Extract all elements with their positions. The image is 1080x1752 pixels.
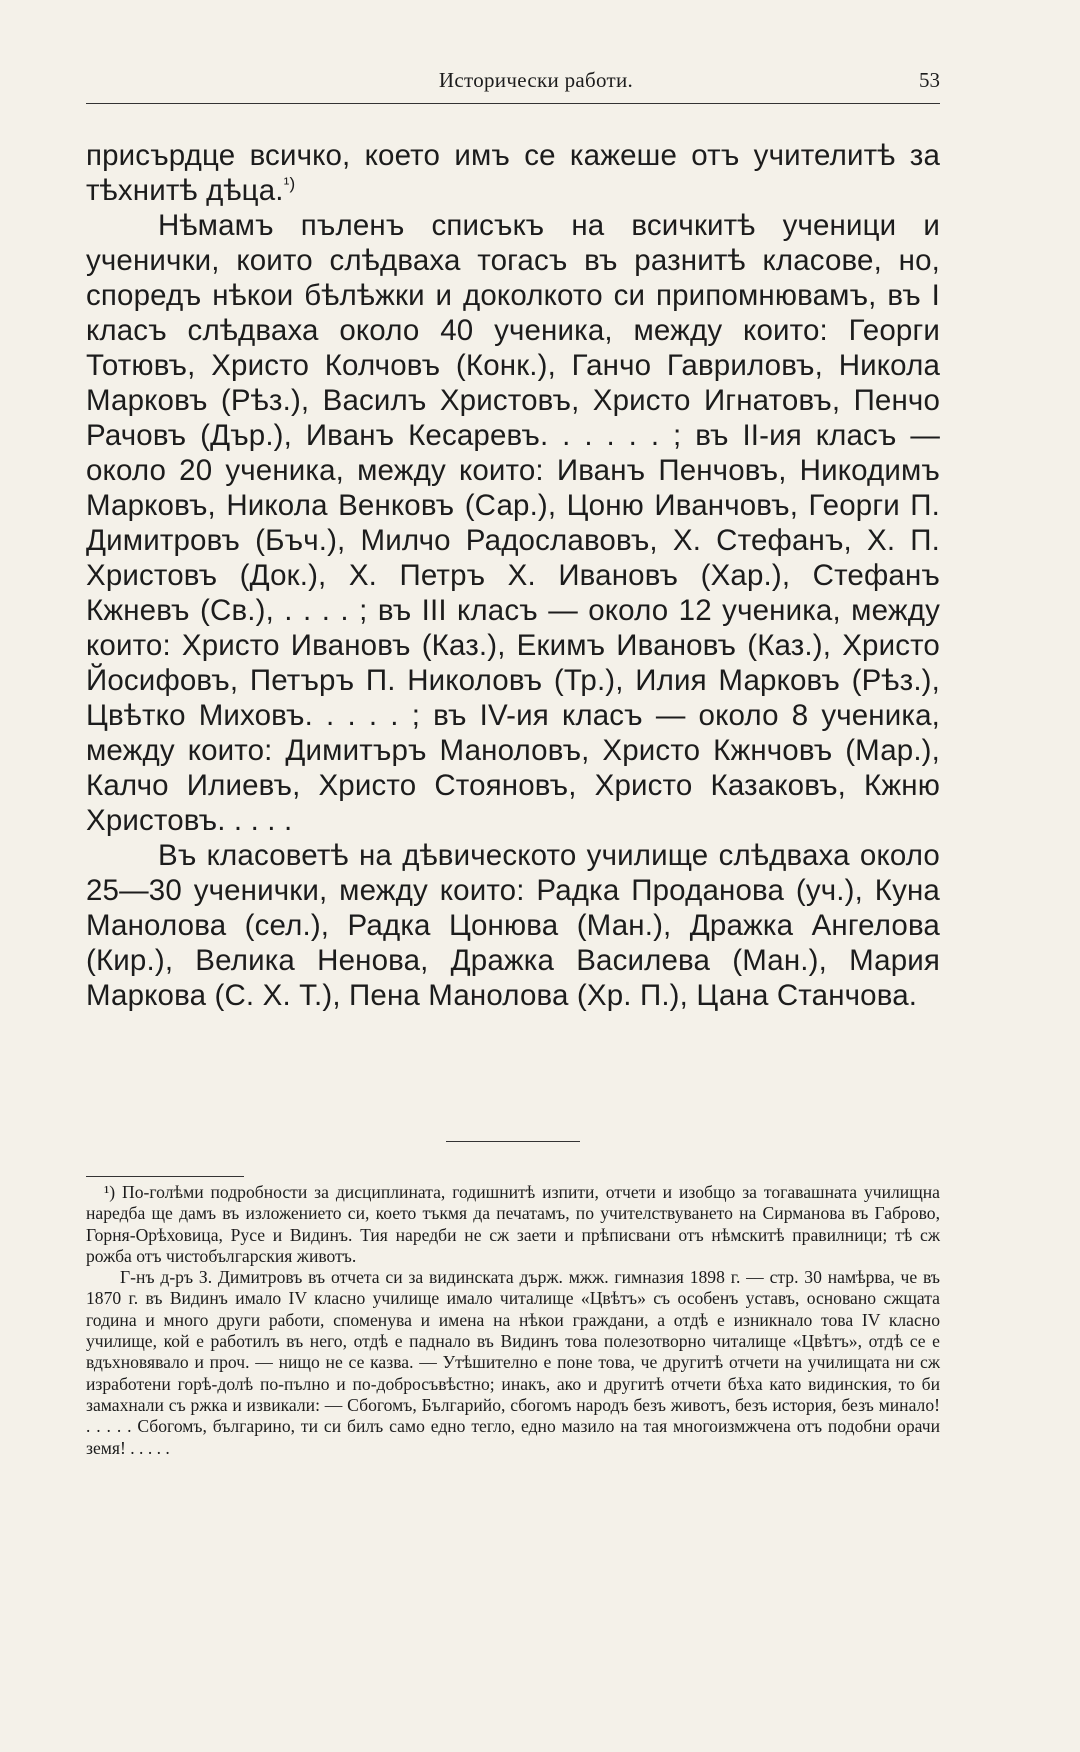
footnote-separator <box>86 1176 244 1177</box>
paragraph-1 <box>86 138 940 208</box>
section-end-rule <box>446 1141 580 1142</box>
footnote-1-continuation: Г-нъ д-ръ З. Димитровъ въ отчета си за видинската държ. мжж. гимназия 1898 г. — стр. 30 намѣрва, че въ 1870 г. въ Видинъ имало IV класно училище имало читалище «Цвѣтъ» съ особенъ уставъ, основано сжщата година и много други работи, споменува и имена на нѣкои граждани, а отдѣ е изникнало това IV класно училище, кой е работилъ въ него, отдѣ е паднало въ Видинъ това полезотворно читалище «Цвѣтъ», отдѣ се е вдъхновявало и проч. — нищо не се казва. — Утѣшително е поне това, че другитѣ отчети на училищата ни сж изработени горѣ-долѣ по-пълно и по-добросъвѣстно; инакъ, ако и другитѣ отчети бѣха като видинския, то би замахнали съ ржка и извикали: — Сбогомъ, Българийо, сбогомъ народъ безъ животъ, безъ история, безъ минало! . . . . . Сбогомъ, българино, ти си билъ само едно тегло, едно мазило на тая многоизмжчена отъ подобни орачи земя! . . . . . <box>86 1267 940 1458</box>
footnote-marker: ¹) <box>283 174 296 194</box>
footnotes <box>86 1182 940 1459</box>
header-title: Исторически работи. <box>438 68 634 92</box>
running-header <box>86 66 940 106</box>
header-rule <box>86 103 940 104</box>
paragraph-2: Нѣмамъ пъленъ списъкъ на всичкитѣ ученици и ученички, които слѣдваха тогасъ въ разнитѣ класове, но, споредъ нѣкои бѣлѣжки и доколкото си припомнювамъ, въ I класъ слѣдваха около 40 ученика, между които: Георги Тотювъ, Христо Колчовъ (Конк.), Ганчо Гавриловъ, Никола Марковъ (Рѣз.), Василъ Христовъ, Христо Игнатовъ, Пенчо Рачовъ (Дър.), Иванъ Кесаревъ. . . . . . ; въ II-ия класъ — около 20 ученика, между които: Иванъ Пенчовъ, Никодимъ Марковъ, Никола Венковъ (Сар.), Цоню Иванчовъ, Георги П. Димитровъ (Бъч.), Милчо Радославовъ, Х. Стефанъ, Х. П. Христовъ (Док.), Х. Петръ Х. Ивановъ (Хар.), Стефанъ Кжневъ (Св.), . . . . ; въ III класъ — около 12 ученика, между които: Христо Ивановъ (Каз.), Екимъ Ивановъ (Каз.), Христо Йосифовъ, Петъръ П. Николовъ (Тр.), Илия Марковъ (Рѣз.), Цвѣтко Миховъ. . . . . ; въ IV-ия класъ — около 8 ученика, между които: Димитъръ Маноловъ, Христо Кжнчовъ (Мар.), Калчо Илиевъ, Христо Стояновъ, Христо Казаковъ, Кжню Христовъ. . . . . <box>86 209 940 837</box>
paragraph-1-text: присърдце всичко, което имъ се кажеше отъ учителитѣ за тѣхнитѣ дѣца. <box>86 139 940 207</box>
main-text <box>86 138 940 1013</box>
footnote-1: ¹) По-голѣми подробности за дисциплината, годишнитѣ изпити, отчети и изобщо за тогавашната училищна наредба ще дамъ въ изложението си, което тъкмя да печатамъ, по учителствуването на Сирманова въ Габрово, Горня-Орѣховица, Русе и Видинъ. Тия наредби не сж заети и прѣписвани отъ нѣмскитѣ правилници; тѣ сж рожба отъ чистобългарския животъ. <box>86 1182 940 1266</box>
paragraph-3: Въ класоветѣ на дѣвическото училище слѣдваха около 25—30 ученички, между които: Радка Проданова (уч.), Куна Манолова (сел.), Радка Цонюва (Ман.), Дражка Ангелова (Кир.), Велика Ненова, Дражка Василева (Ман.), Мария Маркова (С. Х. Т.), Пена Манолова (Хр. П.), Цана Станчова. <box>86 839 940 1012</box>
page-number: 53 <box>919 68 940 92</box>
